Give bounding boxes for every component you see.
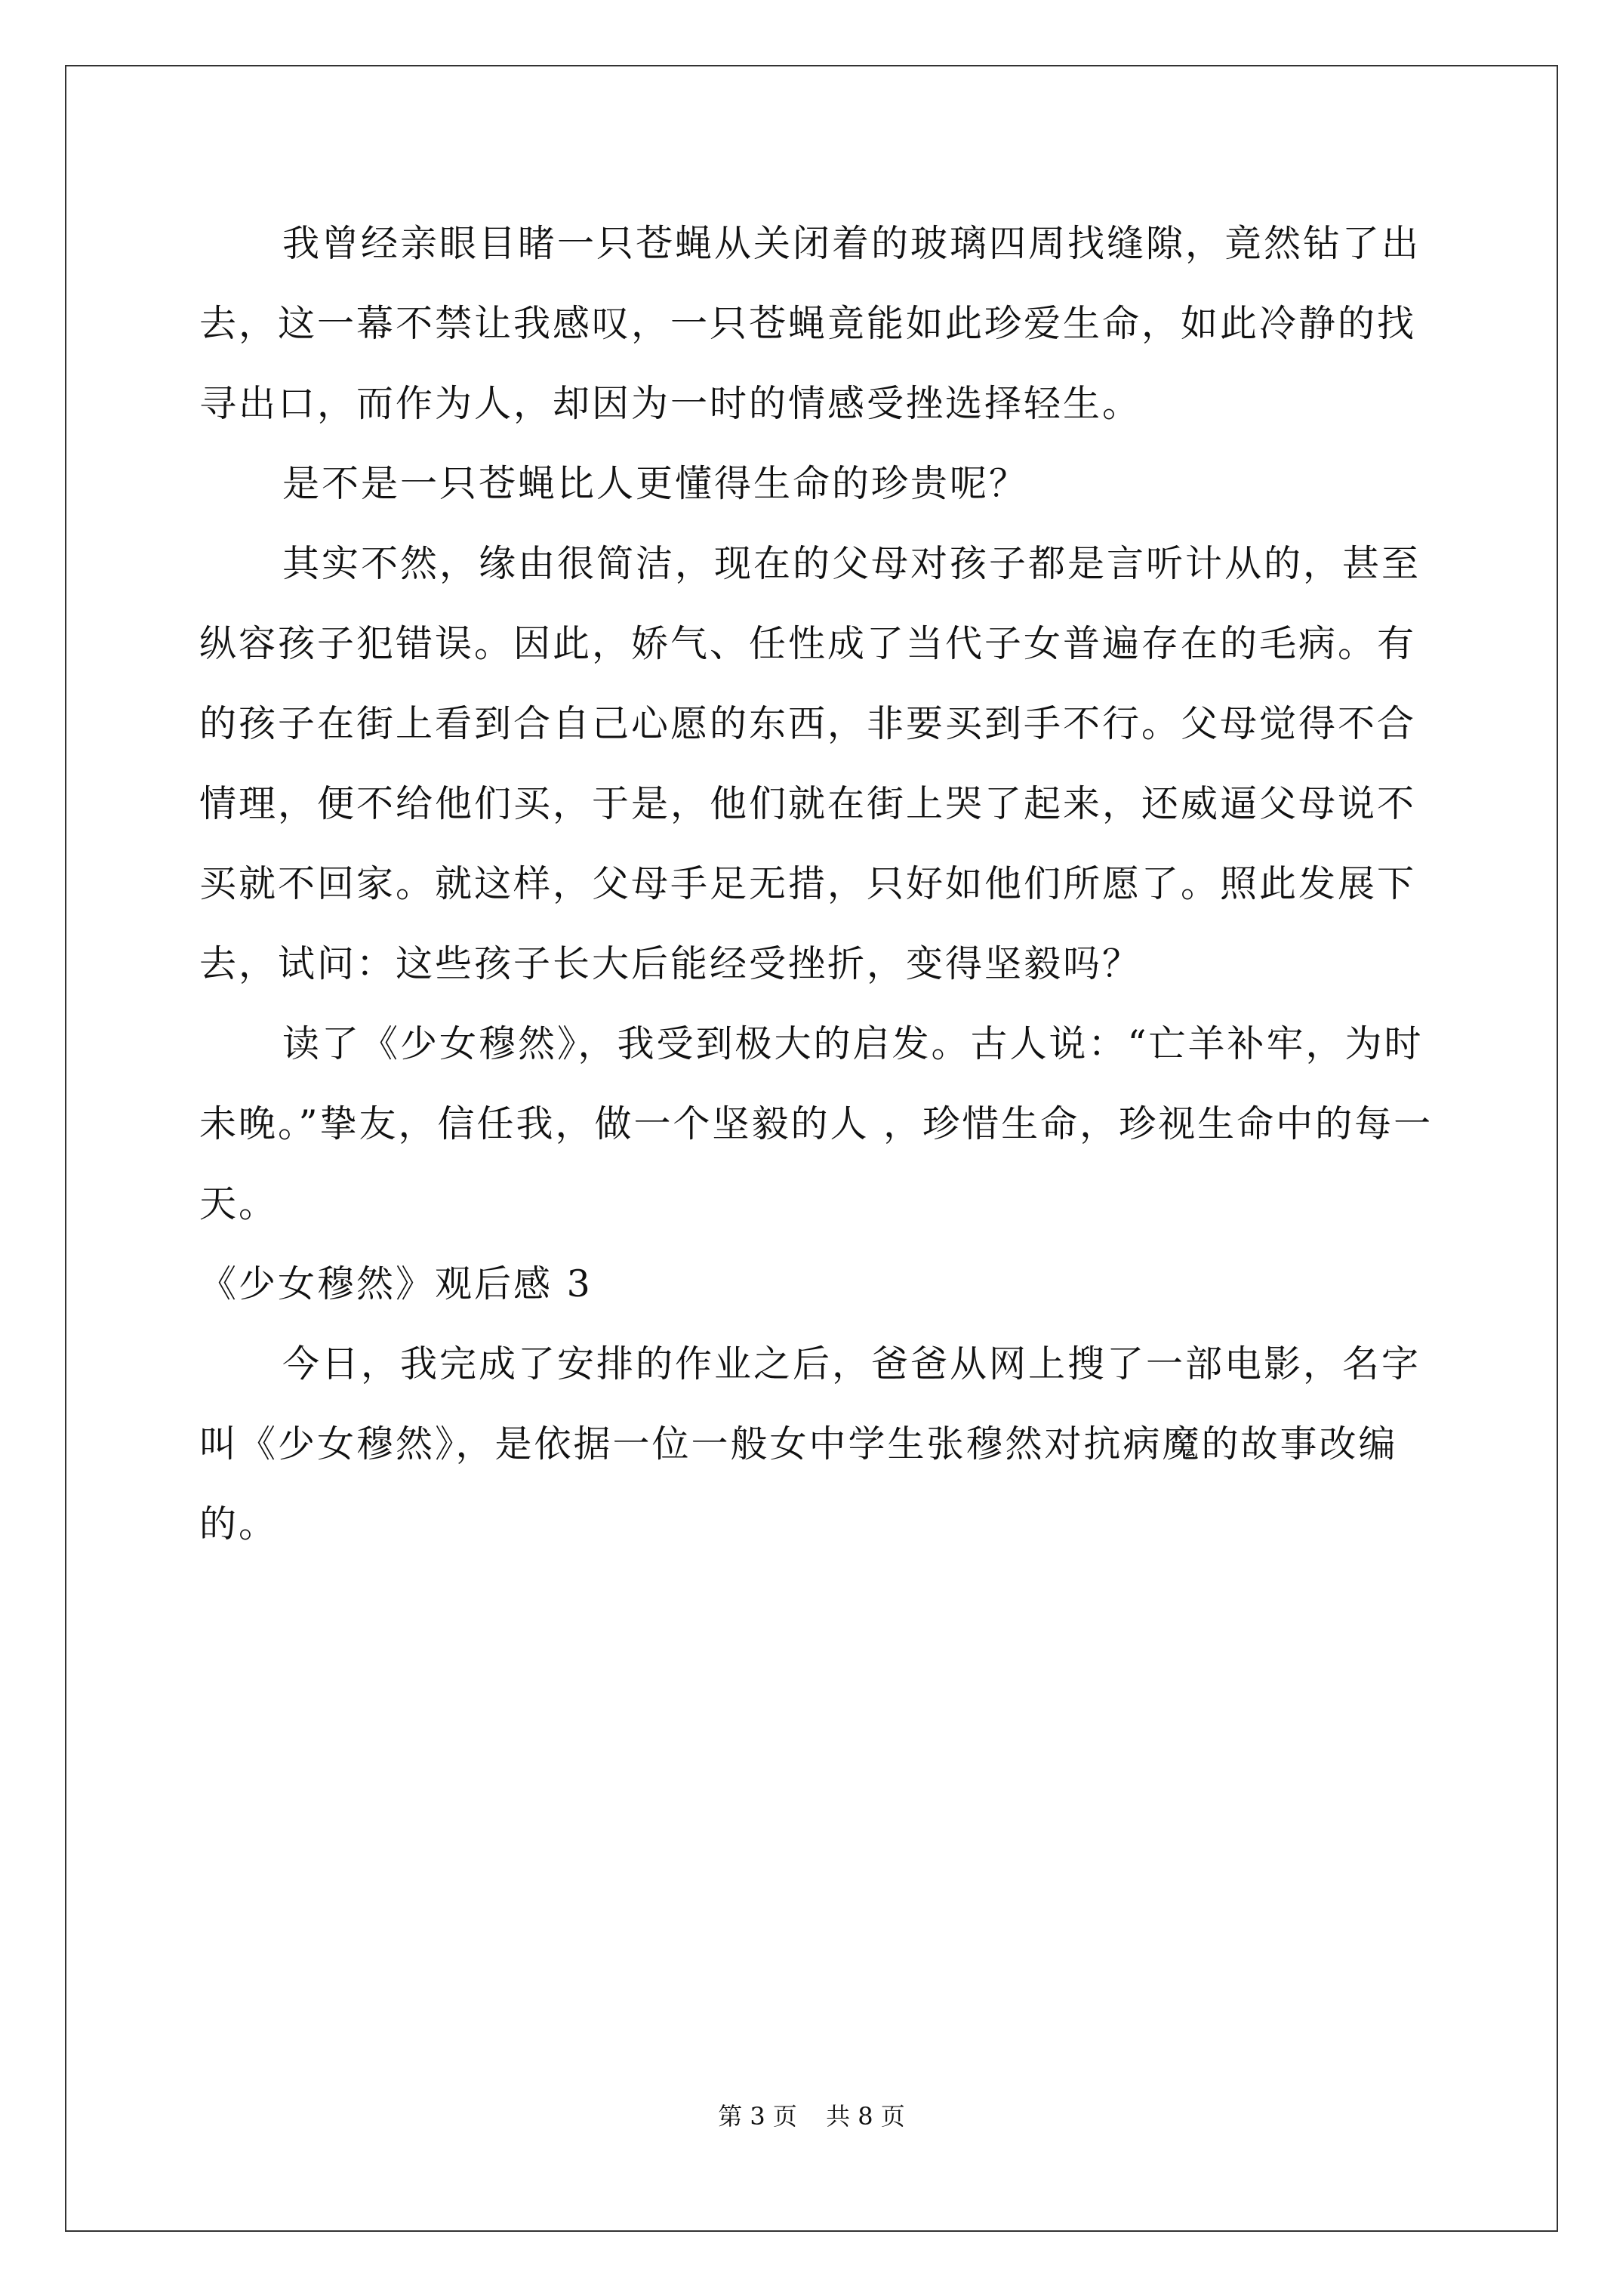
paragraph-inspiration: 读了《少女穆然》，我受到极大的启发。古人说：“亡羊补牢，为时未晚。”挚友，信任我，做一个坚毅的人 ，珍惜生命，珍视生命中的每一天。 <box>199 1022 1434 1225</box>
paragraph-movie: 今日，我完成了安排的作业之后，爸爸从网上搜了一部电影，名字叫《少女穆然》，是依据一位一般女中学生张穆然对抗病魔的故事改编的。 <box>199 1342 1421 1546</box>
paragraph-question: 是不是一只苍蝇比人更懂得生命的珍贵呢？ <box>282 462 1029 505</box>
page-number-current: 第 3 页 <box>718 2102 797 2131</box>
page-footer <box>0 2097 1623 2132</box>
paragraph-parents: 其实不然，缘由很简洁，现在的父母对孩子都是言听计从的，甚至纵容孩子犯错误。因此，娇气、任性成了当代子女普遍存在的毛病。有的孩子在街上看到合自己心愿的东西，非要买到手不行。父母觉得不合情理，便不给他们买，于是，他们就在街上哭了起来，还威逼父母说不买就不回家。就这样，父母手足无措，只好如他们所愿了。照此发展下去，试问：这些孩子长大后能经受挫折，变得坚毅吗？ <box>199 542 1421 985</box>
paragraph-fly: 我曾经亲眼目睹一只苍蝇从关闭着的玻璃四周找缝隙，竟然钻了出去，这一幕不禁让我感叹，一只苍蝇竟能如此珍爱生命，如此冷静的找寻出口，而作为人，却因为一时的情感受挫选择轻生。 <box>199 222 1421 425</box>
section-heading: 《少女穆然》观后感 3 <box>199 1262 593 1305</box>
document-body <box>199 204 1437 1564</box>
page-number-total: 共 8 页 <box>826 2102 905 2131</box>
